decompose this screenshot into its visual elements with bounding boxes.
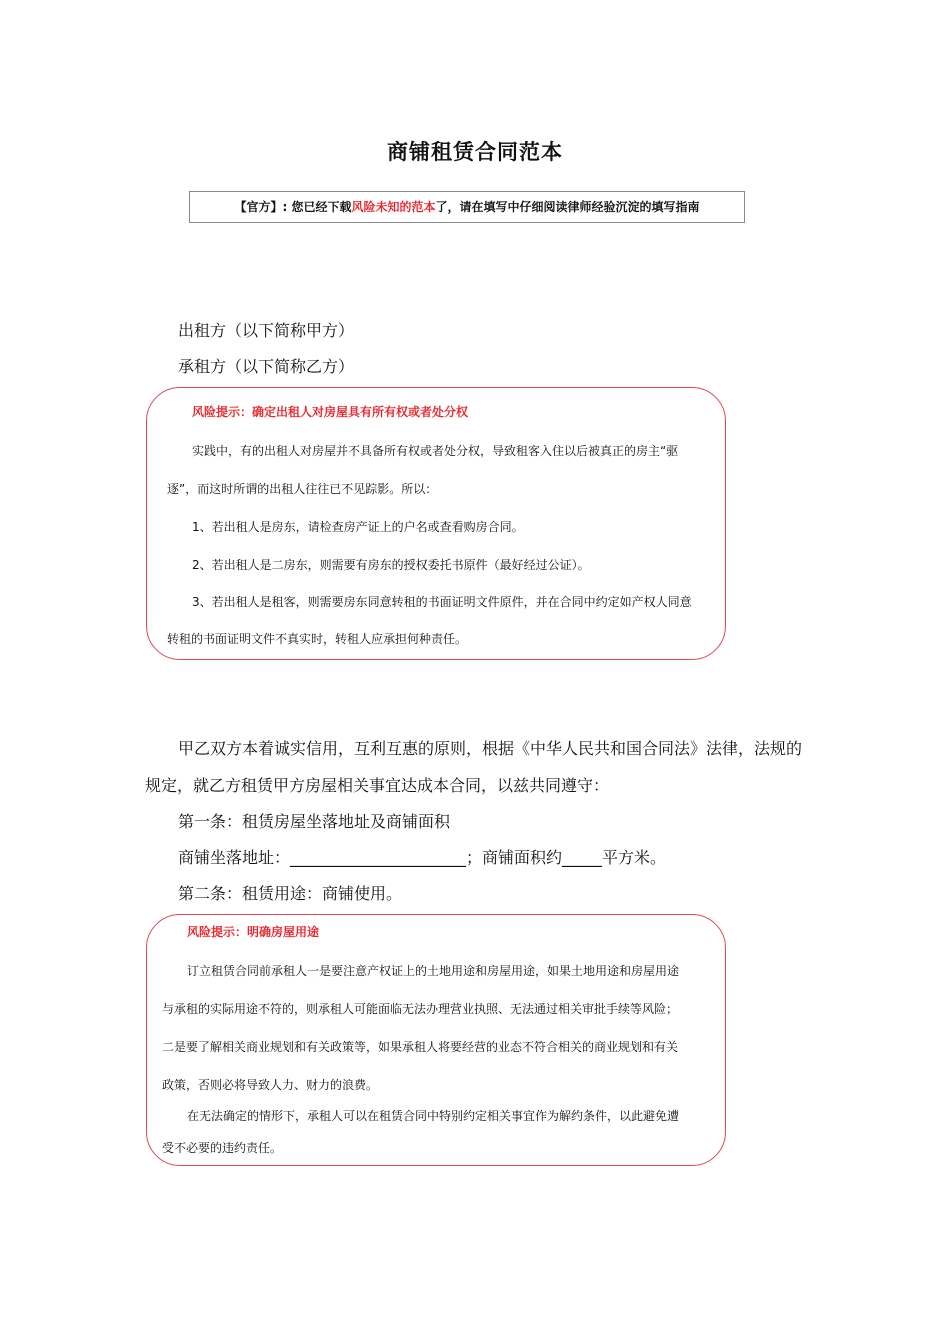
document-title: 商铺租赁合同范本 (387, 140, 563, 164)
risk-text-line: 政策，否则必将导致人力、财力的浪费。 (162, 1078, 379, 1092)
official-notice (189, 191, 745, 223)
body-paragraph-line: 甲乙双方本着诚实信用，互利互惠的原则，根据《中华人民共和国合同法》法律，法规的 (178, 739, 803, 758)
lessor-line: 出租方（以下简称甲方） (178, 321, 355, 340)
lessee-line: 承租方（以下简称乙方） (178, 357, 355, 376)
risk-text-line: 与承租的实际用途不符的，则承租人可能面临无法办理营业执照、无法通过相关审批手续等风险； (162, 1002, 679, 1016)
risk-box-ownership (146, 387, 726, 660)
risk-text-line: 1、若出租人是房东，请检查房产证上的户名或查看购房合同。 (192, 520, 524, 534)
risk-text-line: 实践中，有的出租人对房屋并不具备所有权或者处分权，导致租客入住以后被真正的房主“驱 (192, 444, 679, 458)
risk-text-line: 受不必要的违约责任。 (162, 1141, 283, 1155)
risk-text-line: 逐”，而这时所谓的出租人往往已不见踪影。所以： (167, 482, 438, 496)
notice-suffix: 了，请在填写中仔细阅读律师经验沉淀的填写指南 (435, 200, 700, 214)
risk-box-usage (146, 914, 726, 1166)
risk-text-line: 订立租赁合同前承租人一是要注意产权证上的土地用途和房屋用途，如果土地用途和房屋用途 (187, 964, 680, 978)
risk-title-usage: 风险提示：明确房屋用途 (187, 925, 320, 939)
risk-text-line: 2、若出租人是二房东，则需要有房东的授权委托书原件（最好经过公证）。 (192, 558, 590, 572)
article-2-heading: 第二条：租赁用途：商铺使用。 (178, 884, 403, 903)
risk-text-line: 二是要了解相关商业规划和有关政策等，如果承租人将要经营的业态不符合相关的商业规划和有关 (162, 1040, 679, 1054)
risk-text-line: 转租的书面证明文件不真实时，转租人应承担何种责任。 (167, 632, 468, 646)
address-area-line: 商铺坐落地址：______________________；商铺面积约_____平方米。 (178, 848, 667, 867)
notice-highlight: 风险未知的范本 (351, 200, 436, 214)
risk-text-line: 在无法确定的情形下，承租人可以在租赁合同中特别约定相关事宜作为解约条件，以此避免遭 (187, 1109, 680, 1123)
article-1-heading: 第一条：租赁房屋坐落地址及商铺面积 (178, 812, 451, 831)
body-paragraph-line: 规定，就乙方租赁甲方房屋相关事宜达成本合同，以兹共同遵守： (145, 776, 610, 795)
risk-text-line: 3、若出租人是租客，则需要房东同意转租的书面证明文件原件，并在合同中约定如产权人同意 (192, 595, 692, 609)
notice-prefix: 【官方】: 您已经下载 (234, 200, 352, 214)
risk-title-ownership: 风险提示：确定出租人对房屋具有所有权或者处分权 (192, 405, 469, 419)
